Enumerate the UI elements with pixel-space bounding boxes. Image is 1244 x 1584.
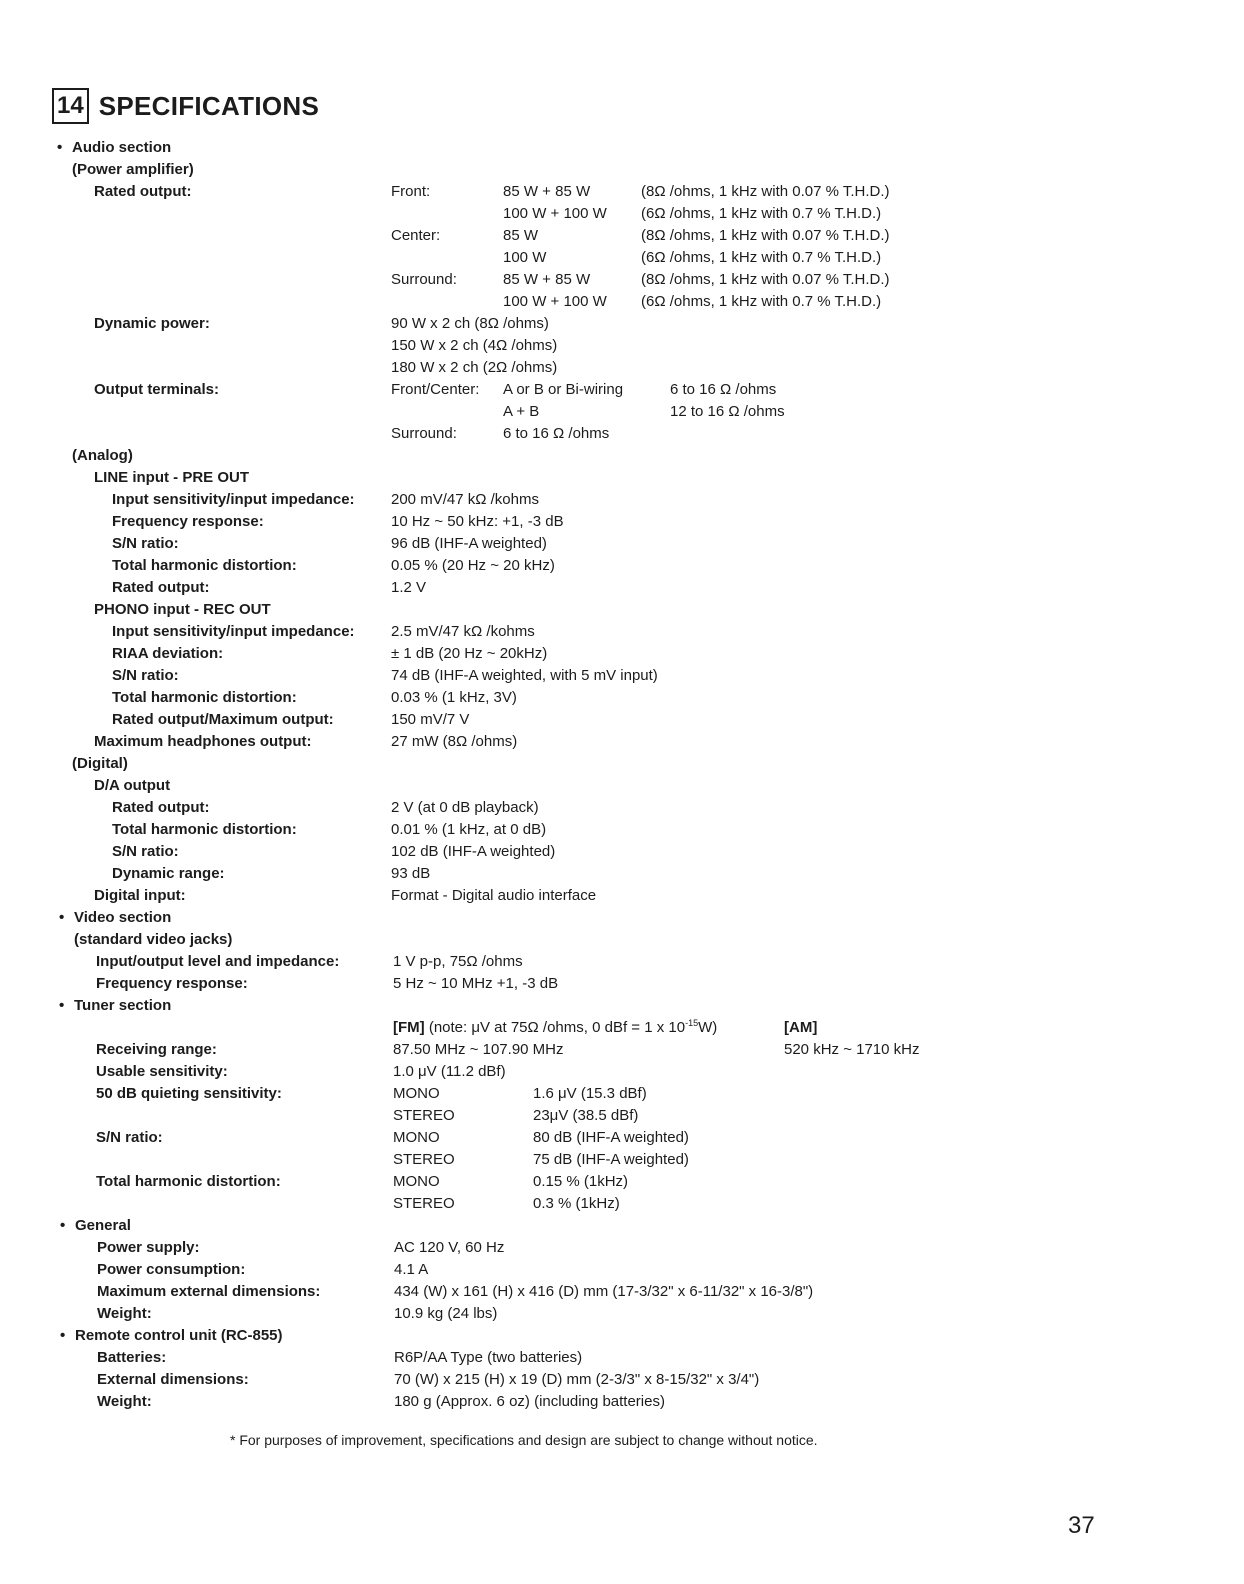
output-terminals-label: Output terminals: — [94, 381, 220, 398]
rated-output-condition: (8Ω /ohms, 1 kHz with 0.07 % T.H.D.) — [641, 183, 890, 200]
spec-value: 93 dB — [391, 865, 431, 882]
rated-output-condition: (6Ω /ohms, 1 kHz with 0.7 % T.H.D.) — [641, 293, 882, 310]
spec-label: Weight: — [97, 1393, 152, 1410]
fm-note — [393, 1018, 717, 1038]
dynamic-power-label: Dynamic power: — [94, 315, 210, 332]
spec-label: Weight: — [97, 1305, 152, 1322]
surround-terminal-label: Surround: — [391, 425, 457, 442]
rated-output-value: 100 W + 100 W — [503, 205, 607, 222]
spec-label: Maximum external dimensions: — [97, 1283, 321, 1300]
spec-value: 80 dB (IHF-A weighted) — [533, 1129, 689, 1146]
section-number: 14 — [52, 88, 89, 124]
spec-value: 102 dB (IHF-A weighted) — [391, 843, 556, 860]
digital-input-value: Format - Digital audio interface — [391, 887, 597, 904]
spec-value: 96 dB (IHF-A weighted) — [391, 535, 547, 552]
fm-receiving-range: 87.50 MHz ~ 107.90 MHz — [393, 1041, 564, 1058]
fm-note-exponent: -15 — [685, 1018, 699, 1028]
spec-value: 10 Hz ~ 50 kHz: +1, -3 dB — [391, 513, 564, 530]
tuner-sn-label: S/N ratio: — [96, 1129, 163, 1146]
da-output-heading: D/A output — [94, 777, 171, 794]
fm-note-unit: W) — [698, 1019, 718, 1036]
phono-input-heading: PHONO input - REC OUT — [94, 601, 271, 618]
spec-label: Power supply: — [97, 1239, 200, 1256]
mode-label: MONO — [393, 1129, 440, 1146]
rated-output-condition: (8Ω /ohms, 1 kHz with 0.07 % T.H.D.) — [641, 271, 890, 288]
mode-label: STEREO — [393, 1107, 455, 1124]
fm-note-text: (note: μV at 75Ω /ohms, 0 dBf = 1 x 10 — [428, 1019, 686, 1036]
spec-value: 4.1 A — [394, 1261, 429, 1278]
spec-value: 1.2 V — [391, 579, 427, 596]
fm-tag: [FM] — [393, 1019, 425, 1036]
analog-subheading: (Analog) — [72, 447, 133, 464]
video-section-heading: • Video section — [74, 908, 171, 928]
tuner-section-heading: • Tuner section — [74, 996, 171, 1016]
spec-value: 23μV (38.5 dBf) — [533, 1107, 639, 1124]
quieting-sensitivity-label: 50 dB quieting sensitivity: — [96, 1085, 282, 1102]
spec-label: Total harmonic distortion: — [112, 689, 297, 706]
rated-output-condition: (6Ω /ohms, 1 kHz with 0.7 % T.H.D.) — [641, 205, 882, 222]
spec-value: 1.6 μV (15.3 dBf) — [533, 1085, 647, 1102]
spec-label: Input sensitivity/input impedance: — [112, 491, 355, 508]
tuner-thd-label: Total harmonic distortion: — [96, 1173, 281, 1190]
digital-input-label: Digital input: — [94, 887, 186, 904]
spec-label: Batteries: — [97, 1349, 167, 1366]
spec-value: 5 Hz ~ 10 MHz +1, -3 dB — [393, 975, 559, 992]
spec-label: Dynamic range: — [112, 865, 225, 882]
spec-value: 0.15 % (1kHz) — [533, 1173, 629, 1190]
power-amplifier-subheading: (Power amplifier) — [72, 161, 194, 178]
spec-label: Input sensitivity/input impedance: — [112, 623, 355, 640]
rated-output-condition: (6Ω /ohms, 1 kHz with 0.7 % T.H.D.) — [641, 249, 882, 266]
spec-value: 1 V p-p, 75Ω /ohms — [393, 953, 523, 970]
spec-value: 0.01 % (1 kHz, at 0 dB) — [391, 821, 547, 838]
rated-output-condition: (8Ω /ohms, 1 kHz with 0.07 % T.H.D.) — [641, 227, 890, 244]
front-center-label: Front/Center: — [391, 381, 480, 398]
spec-value: 2 V (at 0 dB playback) — [391, 799, 539, 816]
usable-sensitivity-value: 1.0 μV (11.2 dBf) — [393, 1063, 506, 1080]
terminal-impedance: 6 to 16 Ω /ohms — [670, 381, 777, 398]
front-label: Front: — [391, 183, 431, 200]
mode-label: STEREO — [393, 1151, 455, 1168]
receiving-range-label: Receiving range: — [96, 1041, 217, 1058]
spec-label: Rated output: — [112, 799, 210, 816]
spec-label: S/N ratio: — [112, 535, 179, 552]
am-receiving-range: 520 kHz ~ 1710 kHz — [784, 1041, 920, 1058]
spec-value: 74 dB (IHF-A weighted, with 5 mV input) — [391, 667, 658, 684]
spec-label: S/N ratio: — [112, 667, 179, 684]
spec-value: 0.03 % (1 kHz, 3V) — [391, 689, 517, 706]
center-label: Center: — [391, 227, 441, 244]
spec-label: Rated output/Maximum output: — [112, 711, 334, 728]
footnote: * For purposes of improvement, specifications and design are subject to change without notice. — [230, 1432, 818, 1448]
rated-output-value: 85 W — [503, 227, 539, 244]
spec-value: AC 120 V, 60 Hz — [394, 1239, 505, 1256]
terminal-option: A + B — [503, 403, 540, 420]
spec-label: Frequency response: — [96, 975, 248, 992]
remote-section-heading: • Remote control unit (RC-855) — [75, 1326, 283, 1346]
general-section-heading: • General — [75, 1216, 131, 1236]
mode-label: MONO — [393, 1085, 440, 1102]
spec-value: 10.9 kg (24 lbs) — [394, 1305, 498, 1322]
spec-value: 0.3 % (1kHz) — [533, 1195, 620, 1212]
audio-section-heading: • Audio section — [72, 138, 171, 158]
spec-label: S/N ratio: — [112, 843, 179, 860]
spec-value: 434 (W) x 161 (H) x 416 (D) mm (17-3/32" x 6-11/32" x 16-3/8") — [394, 1283, 814, 1300]
video-subheading: (standard video jacks) — [74, 931, 233, 948]
spec-value: 70 (W) x 215 (H) x 19 (D) mm (2-3/3" x 8-15/32" x 3/4") — [394, 1371, 760, 1388]
dynamic-power-value: 90 W x 2 ch (8Ω /ohms) — [391, 315, 549, 332]
rated-output-label: Rated output: — [94, 183, 192, 200]
page-number: 37 — [1068, 1512, 1095, 1539]
dynamic-power-value: 150 W x 2 ch (4Ω /ohms) — [391, 337, 558, 354]
spec-label: Total harmonic distortion: — [112, 821, 297, 838]
spec-value: 180 g (Approx. 6 oz) (including batteries) — [394, 1393, 665, 1410]
dynamic-power-value: 180 W x 2 ch (2Ω /ohms) — [391, 359, 558, 376]
section-heading — [52, 88, 319, 124]
surround-terminal-impedance: 6 to 16 Ω /ohms — [503, 425, 610, 442]
mode-label: MONO — [393, 1173, 440, 1190]
spec-label: Rated output: — [112, 579, 210, 596]
rated-output-value: 85 W + 85 W — [503, 183, 591, 200]
terminal-impedance: 12 to 16 Ω /ohms — [670, 403, 785, 420]
usable-sensitivity-label: Usable sensitivity: — [96, 1063, 228, 1080]
rated-output-value: 100 W + 100 W — [503, 293, 607, 310]
spec-label: Frequency response: — [112, 513, 264, 530]
rated-output-value: 100 W — [503, 249, 547, 266]
spec-value: R6P/AA Type (two batteries) — [394, 1349, 583, 1366]
spec-value: 2.5 mV/47 kΩ /kohms — [391, 623, 535, 640]
spec-label: External dimensions: — [97, 1371, 249, 1388]
spec-label: Input/output level and impedance: — [96, 953, 340, 970]
rated-output-value: 85 W + 85 W — [503, 271, 591, 288]
spec-value: 0.05 % (20 Hz ~ 20 kHz) — [391, 557, 555, 574]
spec-label: RIAA deviation: — [112, 645, 224, 662]
headphones-label: Maximum headphones output: — [94, 733, 312, 750]
line-input-heading: LINE input - PRE OUT — [94, 469, 249, 486]
spec-value: 150 mV/7 V — [391, 711, 470, 728]
spec-value: ± 1 dB (20 Hz ~ 20kHz) — [391, 645, 548, 662]
page-title: SPECIFICATIONS — [98, 90, 320, 121]
spec-label: Power consumption: — [97, 1261, 246, 1278]
digital-subheading: (Digital) — [72, 755, 128, 772]
am-tag: [AM] — [784, 1019, 818, 1036]
spec-value: 200 mV/47 kΩ /kohms — [391, 491, 539, 508]
spec-label: Total harmonic distortion: — [112, 557, 297, 574]
headphones-value: 27 mW (8Ω /ohms) — [391, 733, 518, 750]
surround-label: Surround: — [391, 271, 457, 288]
spec-value: 75 dB (IHF-A weighted) — [533, 1151, 689, 1168]
terminal-option: A or B or Bi-wiring — [503, 381, 624, 398]
mode-label: STEREO — [393, 1195, 455, 1212]
